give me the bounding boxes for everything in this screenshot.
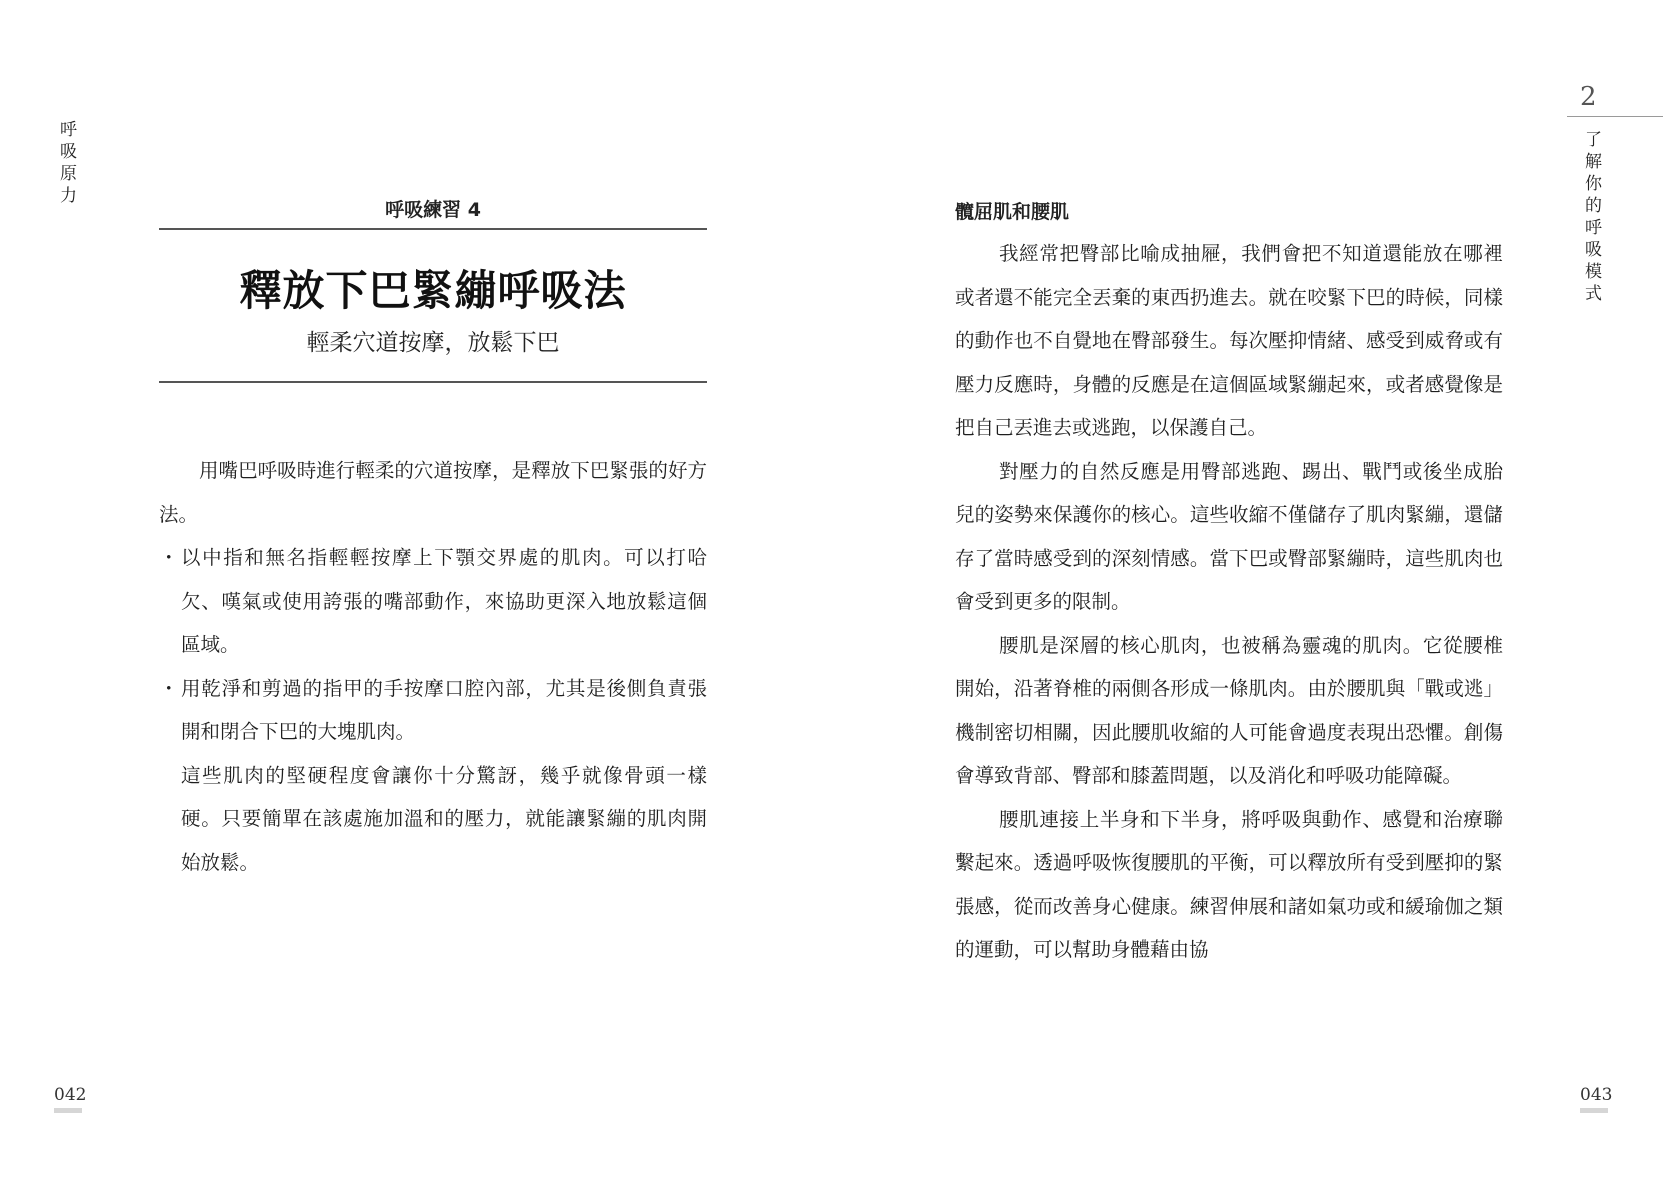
bullet-marker: ・ [159,546,179,569]
page-number-bar-left [54,1108,82,1113]
chapter-number: 2 [1580,82,1597,112]
left-body-text [159,449,707,884]
title-rule-bottom [159,381,707,383]
body-paragraph: 對壓力的自然反應是用臀部逃跑、踢出、戰鬥或後坐成胎兒的姿勢來保護你的核心。這些收縮不僅儲存了肌肉緊繃，還儲存了當時感受到的深刻情感。當下巴或臀部緊繃時，這些肌肉也會受到更多的限制。 [955,459,1503,613]
page-number-left: 042 [54,1085,87,1105]
section-heading: 髖屈肌和腰肌 [955,201,1070,223]
page-number-bar-right [1580,1108,1608,1113]
right-body-text [955,232,1503,972]
body-paragraph: 腰肌是深層的核心肌肉，也被稱為靈魂的肌肉。它從腰椎開始，沿著脊椎的兩側各形成一條肌肉。由於腰肌與「戰或逃」機制密切相關，因此腰肌收縮的人可能會過度表現出恐懼。創傷會導致背部、臀部和膝蓋問題，以及消化和呼吸功能障礙。 [955,633,1503,787]
intro-paragraph: 用嘴巴呼吸時進行輕柔的穴道按摩，是釋放下巴緊張的好方法。 [159,459,707,526]
left-running-title: 呼吸原力 [56,120,76,208]
right-running-title: 了解你的呼吸模式 [1581,130,1601,306]
body-paragraph: 腰肌連接上半身和下半身，將呼吸與動作、感覺和治療聯繫起來。透過呼吸恢復腰肌的平衡，可以釋放所有受到壓抑的緊張感，從而改善身心健康。練習伸展和諸如氣功或和緩瑜伽之類的運動，可以幫助身體藉由協 [955,807,1503,961]
page-number-right: 043 [1580,1085,1613,1105]
list-item [159,667,707,754]
bullet-marker: ・ [159,676,179,700]
exercise-label: 呼吸練習 4 [385,199,481,221]
page-subtitle: 輕柔穴道按摩，放鬆下巴 [306,330,560,356]
note-paragraph: 這些肌肉的堅硬程度會讓你十分驚訝，幾乎就像骨頭一樣硬。只要簡單在該處施加溫和的壓力，就能讓緊繃的肌肉開始放鬆。 [181,763,707,874]
chapter-rule [1567,116,1663,117]
bullet-text: 用乾淨和剪過的指甲的手按摩口腔內部，尤其是後側負責張開和閉合下巴的大塊肌肉。 [181,676,707,743]
title-rule-top [159,228,707,230]
page-title: 釋放下巴緊繃呼吸法 [239,266,627,315]
bullet-text: 以中指和無名指輕輕按摩上下顎交界處的肌肉。可以打哈欠、嘆氣或使用誇張的嘴部動作，來協助更深入地放鬆這個區域。 [181,546,707,656]
body-paragraph: 我經常把臀部比喻成抽屜，我們會把不知道還能放在哪裡或者還不能完全丟棄的東西扔進去。就在咬緊下巴的時候，同樣的動作也不自覺地在臀部發生。每次壓抑情緒、感受到威脅或有壓力反應時，身體的反應是在這個區域緊繃起來，或者感覺像是把自己丟進去或逃跑，以保護自己。 [955,242,1503,439]
list-item [159,536,707,667]
